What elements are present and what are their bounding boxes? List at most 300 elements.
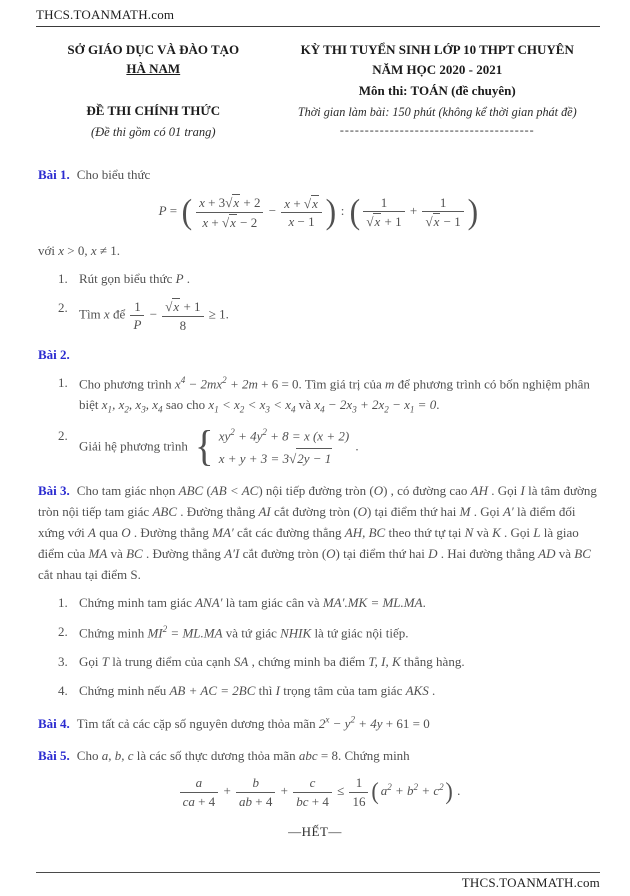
fraction-numerator — [422, 195, 463, 213]
math-var: , x — [128, 397, 142, 413]
math-text: ≠ 1. — [96, 243, 121, 259]
math-text: thì — [255, 682, 276, 698]
problem-label: Bài 4. — [38, 715, 70, 731]
square-root — [222, 214, 237, 231]
math-text: : — [337, 203, 348, 219]
math-text: . Đường thẳng — [130, 525, 213, 540]
math-var: A′I — [224, 546, 240, 562]
math-text: cắt nhau tại điểm S. — [38, 567, 141, 583]
math-var: x — [230, 214, 236, 230]
math-text: − 2 — [236, 214, 258, 230]
math-var: x — [103, 306, 110, 322]
math-var: a — [380, 783, 388, 799]
math-var: ANA′ — [195, 595, 223, 611]
math-text: theo thứ tự tại — [385, 525, 465, 540]
math-var: − 2mx — [185, 376, 223, 392]
problem-heading — [38, 344, 600, 365]
math-text: + 3 — [204, 195, 226, 211]
math-var: x — [314, 397, 321, 413]
math-text: ≥ 1. — [205, 306, 229, 322]
math-var: I — [275, 682, 280, 698]
equation-system: { $xy^2 + 4y^2 + 8 = x$ (x + 2) x + y + 3 = 3√2y − 1 — [195, 423, 350, 471]
math-text: với — [38, 243, 59, 259]
radicand — [232, 194, 240, 211]
header-right — [273, 42, 602, 140]
bottom-bar — [0, 872, 630, 891]
math-var: − 2x — [324, 397, 353, 413]
math-superscript: x — [325, 714, 330, 725]
math-var: = ML.MA — [167, 625, 223, 641]
math-text: ≤ — [333, 783, 348, 799]
list-item — [58, 652, 600, 673]
fraction-numerator — [349, 775, 368, 793]
math-var: MA — [88, 546, 108, 562]
problem-heading — [38, 164, 600, 185]
fraction-numerator — [180, 775, 219, 793]
item-body — [79, 652, 600, 673]
math-var: ABC — [152, 503, 178, 519]
math-superscript: 2 — [350, 714, 355, 725]
math-text: thẳng hàng. — [400, 654, 465, 670]
math-text: + — [290, 195, 304, 211]
math-var: I — [520, 482, 525, 498]
problem-list — [58, 269, 600, 333]
problem-label: Bài 5. — [38, 748, 70, 764]
math-text: . — [453, 783, 461, 799]
math-text: . — [436, 397, 440, 413]
math-var: + b — [391, 783, 414, 799]
math-superscript: 2 — [413, 781, 419, 792]
math-var: L — [533, 525, 541, 540]
math-var: BC — [126, 546, 143, 562]
math-var: MA′ — [212, 525, 234, 540]
math-var: MA′.MK = ML.MA — [322, 595, 423, 611]
exam-title: KỲ THI TUYỂN SINH LỚP 10 THPT CHUYÊN — [300, 42, 574, 57]
radicand — [311, 195, 319, 212]
math-superscript: 2 — [230, 426, 235, 437]
math-var: − y — [329, 715, 351, 731]
math-text: 1 — [380, 194, 388, 210]
math-var: x — [288, 214, 295, 230]
item-body — [79, 622, 600, 644]
math-subscript: 2 — [384, 405, 389, 416]
top-bar — [0, 0, 630, 23]
fraction-denominator — [196, 213, 263, 231]
math-text: + — [406, 203, 421, 219]
math-subscript: 1 — [214, 405, 219, 416]
math-subscript: 3 — [265, 405, 270, 416]
math-text: là điểm đối xứng với — [38, 503, 576, 540]
math-var: NHIK — [280, 625, 312, 641]
radical-icon: √ — [366, 214, 374, 230]
square-root — [366, 213, 381, 230]
math-var: < x — [218, 397, 240, 413]
problem-label: Bài 1. — [38, 167, 70, 182]
math-text: + — [208, 214, 222, 230]
problem-heading — [38, 745, 600, 766]
square-root — [304, 195, 319, 212]
math-text: Cho — [76, 748, 102, 764]
math-text: + 61 = 0 — [382, 715, 430, 731]
math-var: xy — [218, 427, 231, 443]
math-var: A′ — [502, 503, 514, 519]
list-item — [58, 593, 600, 614]
math-var: O — [121, 525, 131, 540]
math-var: AD — [538, 546, 556, 562]
math-var: + 2x — [356, 397, 385, 413]
item-body — [79, 681, 600, 702]
math-var: + 2m — [226, 376, 258, 392]
math-text: + 4 — [252, 793, 273, 809]
math-var: a, b, c — [101, 748, 134, 764]
math-text: cắt các đường thẳng — [233, 525, 345, 540]
math-text: trọng tâm của tam giác — [279, 682, 406, 698]
math-var: − x — [388, 397, 410, 413]
math-var: x — [90, 243, 97, 259]
problem-heading — [38, 713, 600, 734]
math-text: và — [555, 546, 575, 562]
math-text: là tâm đường tròn nội tiếp tam giác — [38, 482, 597, 519]
math-var: < x — [244, 397, 266, 413]
fraction-numerator — [162, 298, 203, 317]
dashed-separator: --------------------------------------- — [339, 123, 535, 137]
math-subscript: 4 — [290, 405, 296, 416]
math-var: x — [233, 195, 240, 211]
math-superscript: 2 — [439, 781, 444, 792]
math-var: O — [326, 546, 336, 562]
problem-label: Bài 2. — [38, 347, 70, 363]
math-subscript: 3 — [141, 405, 146, 416]
math-text: . — [352, 438, 359, 454]
math-var: AB < AC — [210, 482, 259, 498]
math-text: . Gọi — [470, 503, 503, 519]
header-left — [34, 42, 273, 140]
math-var: ab — [239, 793, 253, 809]
list-item — [58, 622, 600, 644]
math-var: x — [101, 397, 108, 413]
item-number: 1. — [58, 375, 68, 391]
math-text: ) tại điểm thứ hai — [366, 503, 460, 519]
fraction-denominator — [293, 793, 332, 810]
math-var: x — [208, 397, 215, 413]
paragraph — [38, 240, 600, 261]
radical-icon: √ — [425, 214, 433, 230]
fraction-denominator — [162, 317, 203, 334]
list-item — [58, 681, 600, 702]
math-text: = 8. Chứng minh — [317, 748, 410, 764]
fraction-denominator — [281, 213, 322, 230]
math-var: AH — [470, 482, 488, 498]
problem-list — [58, 593, 600, 702]
math-var: = 0 — [414, 397, 437, 413]
fraction-denominator — [180, 793, 219, 810]
math-text: Cho phương trình — [79, 376, 175, 392]
math-subscript: 2 — [239, 405, 245, 416]
system-row — [219, 426, 349, 446]
item-number: 2. — [58, 427, 68, 443]
math-var: O — [357, 503, 367, 519]
item-body — [79, 269, 600, 290]
display-formula: $\frac{a}{ca + 4}$ + $\frac{b}{ab + 4}$ + $\frac{c}{bc + 4}$ ≤ $\frac{1}{16}$ $(a^2 + b^2 + c^2)$ . — [38, 775, 600, 809]
school-year: NĂM HỌC 2020 - 2021 — [372, 62, 503, 77]
math-text: cắt đường tròn ( — [239, 546, 327, 562]
math-text: . — [422, 595, 426, 611]
math-text: Cho biểu thức — [76, 167, 151, 182]
math-text: . Đường thẳng — [142, 546, 225, 562]
fraction — [422, 195, 463, 230]
fraction — [363, 195, 404, 230]
math-text: sao cho — [162, 397, 209, 413]
subject-line: Môn thi: TOÁN (đề chuyên) — [358, 83, 516, 98]
math-var: , x — [112, 397, 125, 413]
end-mark: —HẾT— — [288, 824, 342, 840]
item-number: 2. — [58, 623, 68, 639]
math-superscript: 2 — [262, 426, 267, 437]
problem-intro — [77, 716, 430, 731]
math-var: P — [158, 203, 167, 219]
math-text: 1 — [439, 194, 447, 210]
math-text: − — [146, 306, 161, 322]
problem-label: Bài 3. — [38, 482, 70, 498]
math-var: AH, BC — [344, 525, 386, 540]
math-var: , x — [145, 397, 159, 413]
math-text: Tìm — [79, 306, 104, 322]
fraction — [196, 194, 263, 230]
math-text: Giải hệ phương trình — [79, 438, 192, 454]
math-text: . Hai đường thẳng — [437, 546, 539, 562]
math-text: + 4 — [194, 793, 216, 809]
math-subscript: 4 — [320, 405, 325, 416]
math-text: − — [265, 203, 280, 219]
fraction-denominator — [349, 793, 368, 810]
math-var: < x — [269, 397, 291, 413]
system-row — [219, 448, 349, 469]
math-text: . — [183, 271, 191, 287]
problem-intro — [38, 483, 597, 582]
math-text: ) tại điểm thứ hai — [335, 546, 429, 562]
math-var: K — [492, 525, 501, 540]
fraction-denominator — [363, 212, 404, 230]
fraction — [236, 775, 275, 809]
math-superscript: 2 — [222, 375, 227, 386]
math-var: + 4y — [234, 427, 263, 443]
math-text: . Gọi — [487, 482, 521, 498]
math-text: ) , có đường cao — [383, 482, 471, 498]
math-var: x — [199, 195, 205, 211]
math-subscript: 2 — [124, 405, 129, 416]
square-root — [225, 194, 240, 211]
item-number: 2. — [58, 300, 68, 316]
math-text: là giao điểm của — [38, 525, 579, 562]
math-text: > 0, — [64, 243, 91, 259]
math-text: + — [220, 783, 235, 799]
math-var: SA — [233, 654, 249, 670]
top-brand: THCS.TOANMATH.com — [36, 7, 175, 22]
math-text: − 1 — [440, 214, 461, 230]
math-text: và — [107, 546, 127, 562]
math-superscript: 2 — [162, 623, 168, 634]
math-var: AI — [258, 503, 271, 519]
math-var: + 4y — [355, 715, 383, 731]
math-var: a — [195, 775, 203, 791]
system-rows — [219, 426, 349, 469]
math-var: x + y + 3 = 3 — [218, 451, 290, 467]
math-var: AB + AC = 2BC — [169, 682, 256, 698]
math-var: x — [433, 214, 440, 230]
math-text: Chứng minh tam giác — [79, 595, 196, 611]
math-var: D — [428, 546, 438, 562]
math-text: − 1 — [294, 214, 315, 230]
math-text: Chứng minh nếu — [79, 682, 170, 698]
math-var: AKS — [405, 682, 429, 698]
math-var: MI — [147, 625, 163, 641]
item-number: 3. — [58, 654, 68, 670]
math-text: 1 — [134, 298, 141, 314]
math-text: là tứ giác nội tiếp. — [311, 625, 409, 641]
radicand — [229, 214, 237, 231]
math-text: Rút gọn biểu thức — [79, 271, 176, 287]
math-text: Chứng minh — [79, 625, 148, 641]
square-root — [425, 213, 440, 230]
math-text: để phương trình có bốn nghiệm phân biệt — [79, 376, 590, 413]
fraction-numerator — [196, 194, 263, 213]
math-text: 16 — [352, 793, 366, 809]
math-var: P — [133, 317, 142, 333]
page-count-note: (Đề thi gồm có 01 trang) — [90, 125, 216, 139]
math-text: là trung điểm của cạnh — [108, 654, 234, 670]
fraction — [293, 775, 332, 809]
math-var: ABC — [178, 482, 204, 498]
math-subscript: 3 — [352, 405, 357, 416]
math-var: x — [284, 195, 291, 211]
fraction — [281, 195, 322, 230]
math-text: + 6 = 0. Tìm giá trị của — [257, 376, 385, 392]
math-text: + 2 — [240, 195, 261, 211]
math-var: T, I, K — [368, 654, 401, 670]
math-subscript: 1 — [409, 405, 415, 416]
math-var: 2y − 1 — [297, 451, 332, 467]
math-var: x — [202, 214, 209, 230]
math-text: và tứ giác — [222, 625, 281, 641]
duration-line: Thời gian làm bài: 150 phút (không kể thời gian phát đề) — [297, 105, 577, 119]
math-var: N — [464, 525, 474, 540]
math-var: m — [384, 376, 395, 392]
math-text: và — [295, 397, 315, 413]
math-text: để — [109, 306, 129, 322]
math-var: x — [312, 195, 318, 211]
math-var: x — [374, 214, 381, 230]
math-var: b — [252, 775, 259, 791]
list-item — [58, 298, 600, 333]
official-exam-label: ĐỀ THI CHÍNH THỨC — [86, 103, 221, 118]
math-text: , chứng minh ba điểm — [248, 654, 369, 670]
math-var: + 8 = x (x + 2) — [266, 427, 350, 443]
fraction-numerator — [236, 775, 275, 793]
math-superscript: 4 — [180, 375, 186, 386]
math-text: = — [166, 203, 181, 219]
item-number: 1. — [58, 595, 68, 611]
math-text: qua — [96, 525, 122, 540]
problem-list — [58, 373, 600, 469]
math-text: 8 — [179, 317, 187, 333]
province-name: HÀ NAM — [126, 61, 181, 76]
display-formula: P = ( $\frac{x + 3√x + 2}{x + √x - 2}$ − $\frac{x + √x}{x - 1}$ ) : ( $\frac{1}{√x + 1}$ + $\frac{1}{√x - 1}$ ) — [158, 192, 478, 232]
math-text: là các số thực dương thỏa mãn — [133, 748, 299, 764]
math-text: . Gọi — [500, 525, 534, 540]
square-root — [289, 448, 332, 469]
math-text: 1 — [355, 775, 363, 791]
problems — [38, 164, 600, 809]
item-body — [79, 298, 600, 333]
math-subscript: 1 — [107, 405, 113, 416]
math-var: c — [309, 775, 316, 791]
math-text: cắt đường tròn ( — [270, 503, 358, 519]
math-var: x — [173, 299, 180, 315]
top-rule — [36, 26, 600, 27]
math-var: M — [459, 503, 471, 519]
problem-intro — [77, 167, 150, 182]
item-body — [79, 593, 600, 614]
math-text: . — [428, 682, 436, 698]
math-text: + 4 — [308, 793, 329, 809]
radical-icon: √ — [221, 214, 230, 230]
math-var: A — [88, 525, 96, 540]
fraction-numerator — [281, 195, 322, 214]
fraction — [180, 775, 219, 809]
item-body — [79, 423, 600, 471]
math-var: + c — [418, 783, 440, 799]
list-item — [58, 423, 600, 471]
fraction-denominator — [236, 793, 275, 810]
radical-icon: √ — [165, 299, 173, 315]
math-var: abc — [298, 748, 318, 764]
math-var: T — [101, 654, 109, 670]
math-text: Gọi — [79, 654, 102, 670]
fraction — [162, 298, 203, 333]
fraction-numerator — [130, 299, 144, 317]
radical-icon: √ — [289, 451, 297, 467]
list-item — [58, 373, 600, 417]
math-text: Cho tam giác nhọn — [76, 482, 179, 498]
math-text: . Đường thẳng — [177, 503, 259, 519]
bottom-rule — [36, 872, 600, 873]
math-var: x — [58, 243, 65, 259]
math-var: x — [174, 376, 181, 392]
math-var: P — [175, 271, 184, 287]
math-text: + 1 — [180, 299, 201, 315]
math-text: và — [473, 525, 493, 540]
math-superscript: 2 — [387, 781, 392, 792]
square-root — [165, 298, 180, 315]
problem-intro — [77, 748, 410, 763]
fraction-numerator — [293, 775, 332, 793]
math-var: ca — [182, 793, 195, 809]
department-name: SỞ GIÁO DỤC VÀ ĐÀO TẠO — [67, 42, 240, 57]
math-text: + — [277, 783, 292, 799]
fraction-numerator — [363, 195, 404, 213]
bottom-brand: THCS.TOANMATH.com — [461, 875, 600, 890]
problem-heading — [38, 480, 600, 585]
math-text: là tam giác cân và — [222, 595, 323, 611]
math-text: ( — [203, 482, 211, 498]
exam-header — [34, 42, 602, 140]
item-body — [79, 373, 600, 417]
list-item — [58, 269, 600, 290]
math-var: bc — [296, 793, 309, 809]
fraction-denominator — [422, 212, 463, 230]
math-text: ) nội tiếp đường tròn ( — [258, 482, 374, 498]
item-number: 4. — [58, 682, 68, 698]
